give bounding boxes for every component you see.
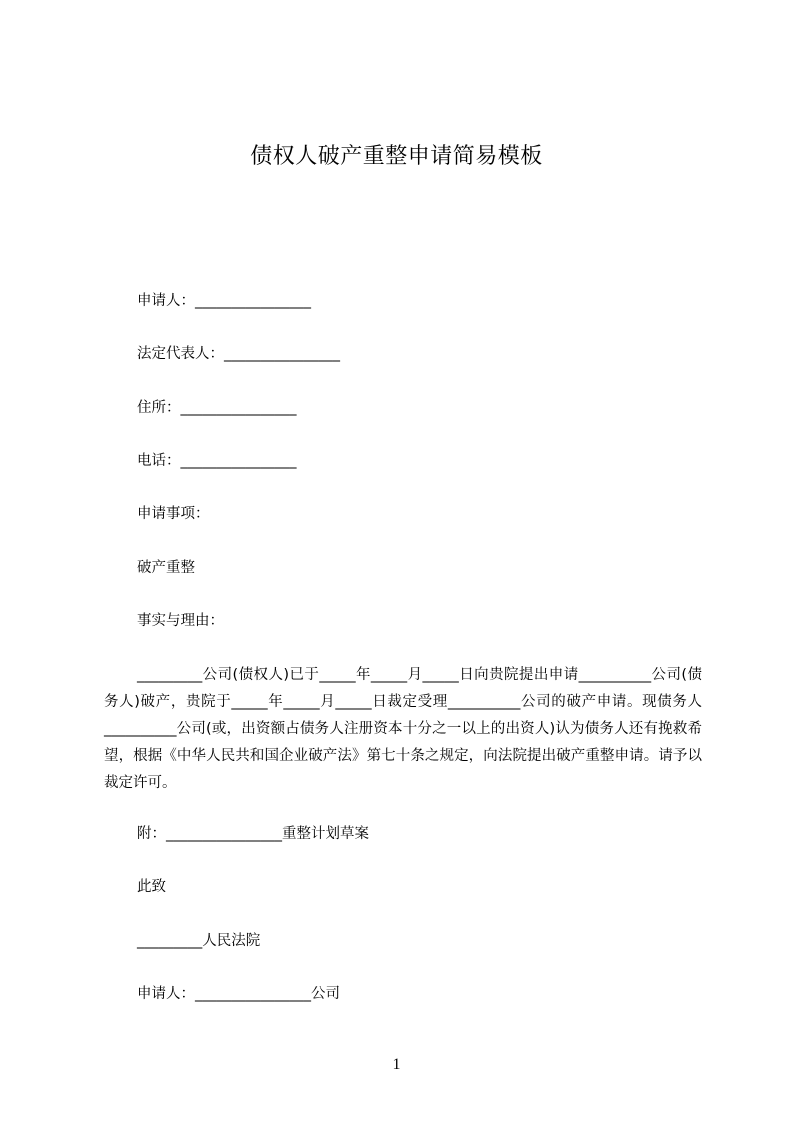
signature-line: 申请人：________________公司 bbox=[137, 986, 340, 1002]
attachment-line: 附：________________重整计划草案 bbox=[137, 826, 369, 842]
page-number: 1 bbox=[392, 1056, 401, 1073]
request-content: 破产重整 bbox=[137, 560, 195, 576]
facts-heading: 事实与理由： bbox=[137, 613, 224, 629]
facts-body-paragraph: _________公司(债权人)已于_____年_____月_____日向贵院提出申请__________公司(债务人)破产，贵院于_____年_____月_____日裁定受理__________公司的破产申请。现债务人__________公司(或，出资额占债务人注册资本十分之一以上的出资人)认为债务人还有挽救希望，根据《中华人民共和国企业破产法》第七十条之规定，向法院提出破产重整申请。请予以裁定许可。 bbox=[104, 667, 702, 791]
legal-representative-line: 法定代表人：________________ bbox=[137, 346, 340, 362]
court-line: _________人民法院 bbox=[137, 933, 261, 949]
document-title: 债权人破产重整申请简易模板 bbox=[250, 144, 543, 169]
applicant-line: 申请人：________________ bbox=[137, 293, 311, 309]
request-heading: 申请事项： bbox=[137, 506, 210, 522]
phone-line: 电话：________________ bbox=[137, 453, 297, 469]
salutation: 此致 bbox=[137, 879, 166, 895]
address-line: 住所：________________ bbox=[137, 400, 297, 416]
